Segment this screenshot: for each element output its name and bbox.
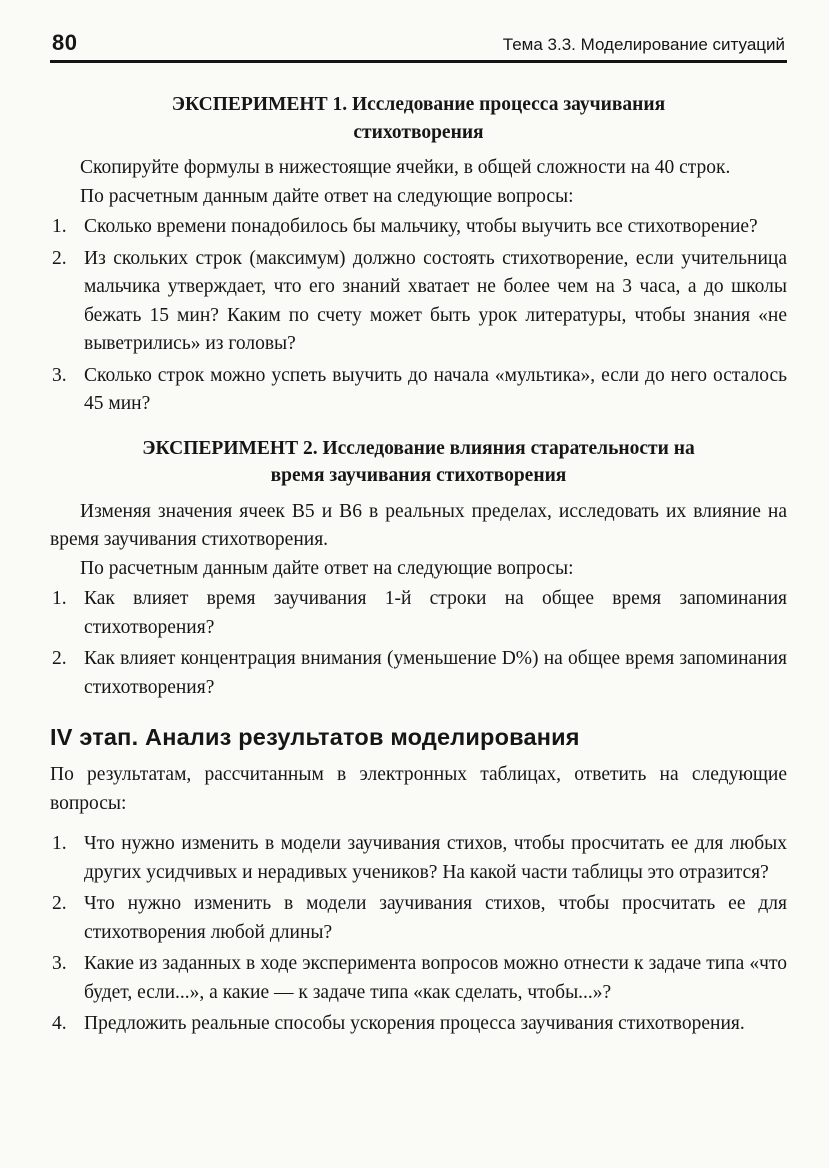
stage4-paragraph-1: По результатам, рассчитанным в электронных таблицах, ответить на следующие вопросы: [50, 764, 787, 814]
list-item-number: 2. [52, 648, 67, 670]
list-item-text: Что нужно изменить в модели заучивания стихов, чтобы просчитать ее для стихотворения любой длины? [84, 893, 787, 943]
list-item [50, 645, 787, 702]
running-title: Тема 3.3. Моделирование ситуаций [502, 35, 785, 54]
list-item-text: Что нужно изменить в модели заучивания стихов, чтобы просчитать ее для любых других усидчивых и нерадивых учеников? На какой части таблицы это отразится? [84, 833, 787, 883]
experiment1-heading: ЭКСПЕРИМЕНТ 1. Исследование процесса заучивания стихотворения [171, 94, 666, 143]
experiment2-heading: ЭКСПЕРИМЕНТ 2. Исследование влияния старательности на время заучивания стихотворения [142, 437, 695, 487]
list-item [50, 950, 787, 1007]
experiment2-paragraph-1: Изменяя значения ячеек B5 и B6 в реальных пределах, исследовать их влияние на время заучивания стихотворения. [50, 500, 787, 551]
page-number: 80 [52, 30, 78, 55]
list-item-text: Как влияет время заучивания 1-й строки на общее время запоминания стихотворения? [84, 588, 787, 638]
stage4-question-list [50, 830, 787, 1038]
list-item-text: Из скольких строк (максимум) должно состоять стихотворение, если учительница мальчика утверждает, что его знаний хватает не более чем на 3 часа, а до школы бежать 15 мин? Каким по счету может быть урок литературы, чтобы знания «не выветрились» из головы? [84, 247, 787, 355]
list-item-number: 1. [52, 216, 67, 238]
list-item-text: Какие из заданных в ходе эксперимента вопросов можно отнести к задаче типа «что будет, если...», а какие — к задаче типа «как сделать, чтобы...»? [84, 953, 787, 1003]
experiment2-paragraph-2: По расчетным данным дайте ответ на следующие вопросы: [80, 557, 574, 579]
list-item-number: 4. [52, 1013, 67, 1034]
list-item-text: Предложить реальные способы ускорения процесса заучивания стихотворения. [84, 1013, 745, 1034]
spacer [50, 818, 787, 828]
list-item-text: Сколько времени понадобилось бы мальчику, чтобы выучить все стихотворение? [84, 216, 758, 238]
stage4-heading: IV этап. Анализ результатов моделирования [50, 724, 580, 751]
list-item-number: 2. [52, 247, 67, 269]
list-item-number: 3. [52, 953, 67, 975]
list-item [50, 213, 787, 241]
page-header [50, 30, 787, 60]
list-item-number: 3. [52, 364, 67, 386]
list-item [50, 830, 787, 887]
list-item [50, 245, 787, 359]
list-item [50, 585, 787, 642]
list-item-text: Сколько строк можно успеть выучить до начала «мультика», если до него осталось 45 мин? [84, 364, 787, 415]
experiment1-question-list [50, 213, 787, 418]
list-item [50, 1010, 787, 1038]
list-item-number: 1. [52, 833, 67, 855]
experiment1-paragraph-1: Скопируйте формулы в нижестоящие ячейки, в общей сложности на 40 строк. [80, 157, 731, 179]
list-item [50, 362, 787, 419]
list-item [50, 890, 787, 947]
experiment2-question-list [50, 585, 787, 702]
list-item-number: 1. [52, 588, 67, 610]
experiment1-paragraph-2: По расчетным данным дайте ответ на следующие вопросы: [80, 185, 574, 207]
list-item-number: 2. [52, 893, 67, 915]
page-body [50, 91, 787, 1038]
list-item-text: Как влияет концентрация внимания (уменьшение D%) на общее время запоминания стихотворения? [84, 648, 787, 698]
header-rule [50, 60, 787, 63]
